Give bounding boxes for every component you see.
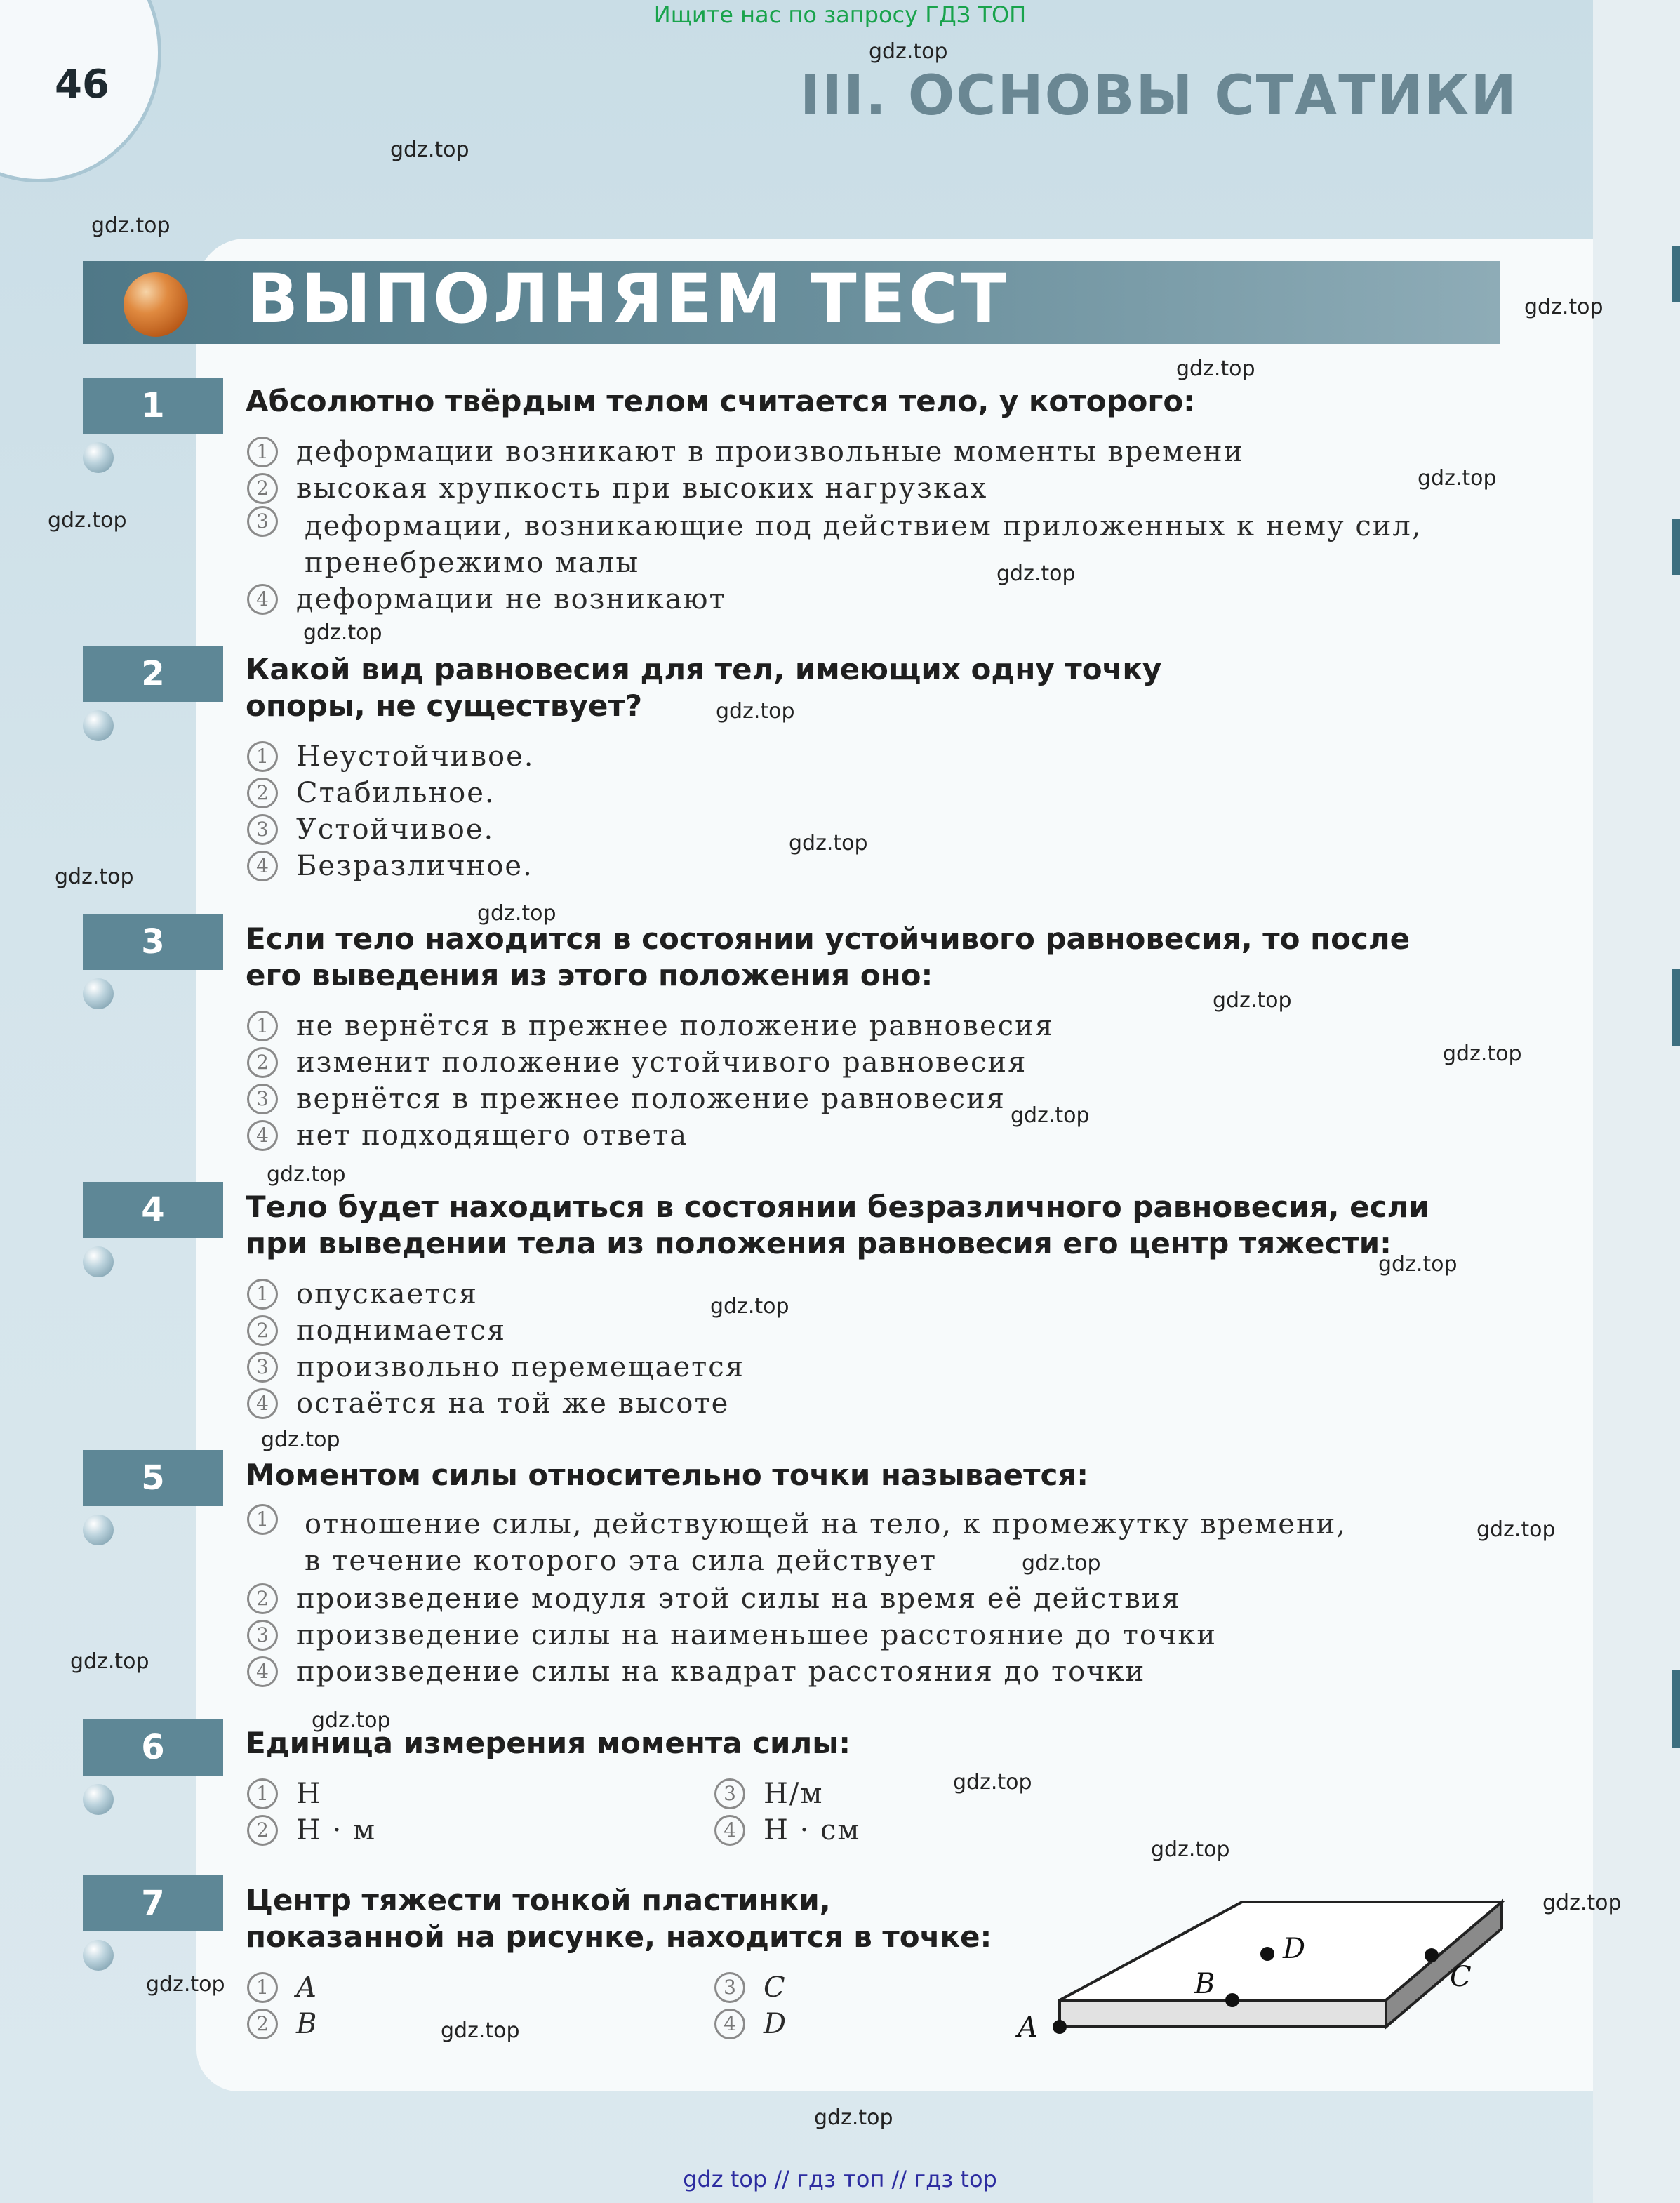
option-number: 2 (247, 1583, 278, 1614)
watermark: gdz.top (312, 1708, 391, 1733)
watermark: gdz.top (996, 561, 1076, 586)
question-number-badge: 7 (83, 1875, 223, 1931)
option-text: D (764, 2008, 788, 2040)
option-number: 1 (247, 1504, 278, 1535)
option-text: высокая хрупкость при высоких нагрузках (296, 472, 988, 505)
watermark: gdz.top (261, 1427, 340, 1452)
answer-option[interactable] (247, 1812, 376, 1849)
option-number: 3 (247, 1352, 278, 1383)
option-number: 2 (247, 1315, 278, 1346)
page-number: 46 (55, 62, 109, 107)
option-number: 2 (247, 2009, 278, 2039)
watermark: gdz.top (1151, 1837, 1230, 1862)
question-number-badge: 5 (83, 1450, 223, 1506)
option-text: не вернётся в прежнее положение равновесия (296, 1010, 1054, 1042)
watermark: gdz.top (441, 2018, 520, 2043)
answer-option[interactable] (247, 848, 533, 884)
label-d: D (1283, 1933, 1306, 1965)
question-text: Абсолютно твёрдым телом считается тело, у которого: (246, 384, 1195, 418)
option-text: опускается (296, 1278, 478, 1310)
watermark: gdz.top (1524, 295, 1604, 319)
answer-option[interactable] (247, 1617, 1217, 1653)
answer-option[interactable] (247, 1349, 745, 1385)
option-text: Н · см (764, 1814, 861, 1846)
option-number: 3 (247, 814, 278, 845)
watermark: gdz.top (48, 508, 127, 533)
option-number: 1 (247, 437, 278, 467)
orange-ball-icon (124, 272, 188, 337)
answer-option[interactable] (247, 775, 495, 811)
option-text: Н · м (296, 1814, 377, 1846)
answer-option[interactable] (247, 2006, 318, 2042)
point-c (1425, 1948, 1439, 1962)
edge-mark (1672, 969, 1680, 1046)
option-text: вернётся в прежнее положение равновесия (296, 1083, 1006, 1115)
question-text: Единица измерения момента силы: (246, 1726, 851, 1760)
watermark: gdz.top (814, 2105, 893, 2130)
watermark: gdz.top (1542, 1891, 1622, 1915)
watermark: gdz.top (1011, 1103, 1090, 1128)
option-number: 2 (247, 473, 278, 504)
option-text: Н/м (764, 1778, 824, 1810)
option-text: A (296, 1971, 318, 2004)
bullet-ball-icon (83, 710, 114, 741)
option-number: 3 (247, 1084, 278, 1114)
answer-option[interactable] (247, 508, 1426, 581)
watermark: gdz.top (267, 1162, 346, 1187)
edge-mark (1672, 1670, 1680, 1748)
answer-option[interactable] (247, 1008, 1054, 1044)
option-text: Н (296, 1778, 322, 1810)
watermark: gdz.top (1213, 988, 1292, 1013)
question-text: Центр тяжести тонкой пластинки, показанной на рисунке, находится в точке: (246, 1883, 992, 1954)
option-text: произведение силы на наименьшее расстояние до точки (296, 1619, 1218, 1651)
label-c: C (1450, 1961, 1472, 1993)
watermark: gdz.top (789, 831, 868, 856)
question-text: Если тело находится в состоянии устойчивого равновесия, то после его выведения из этого положения оно: (246, 921, 1411, 992)
watermark: gdz.top (303, 620, 382, 645)
label-a: A (1018, 2011, 1038, 2044)
plate-figure (996, 1881, 1530, 2063)
point-d (1260, 1947, 1274, 1961)
watermark: gdz.top (1022, 1551, 1101, 1576)
answer-option[interactable] (247, 1117, 688, 1154)
answer-option[interactable] (247, 1312, 506, 1349)
option-text: деформации возникают в произвольные моменты времени (296, 436, 1244, 468)
option-number: 4 (714, 2009, 745, 2039)
watermark: gdz.top (1176, 357, 1255, 381)
option-number: 1 (247, 1972, 278, 2003)
option-number: 3 (247, 1620, 278, 1651)
answer-option[interactable] (247, 581, 726, 618)
option-number: 2 (247, 1047, 278, 1078)
watermark: gdz.top (91, 213, 171, 238)
watermark: gdz.top (1378, 1252, 1458, 1277)
option-text: Безразличное. (296, 850, 533, 882)
watermark: gdz.top (953, 1770, 1032, 1795)
answer-option[interactable] (247, 1276, 478, 1312)
option-text: нет подходящего ответа (296, 1119, 688, 1152)
point-b (1225, 1993, 1239, 2007)
option-text: произведение модуля этой силы на время её действия (296, 1583, 1181, 1615)
bullet-ball-icon (83, 442, 114, 473)
edge-mark (1672, 246, 1680, 302)
watermark: gdz.top (1443, 1041, 1522, 1066)
question-number-badge: 3 (83, 914, 223, 970)
option-number: 1 (247, 1279, 278, 1310)
watermark: gdz.top (55, 865, 134, 889)
option-text: остаётся на той же высоте (296, 1387, 730, 1420)
plate-front-face (1060, 2000, 1386, 2027)
option-number: 3 (247, 506, 278, 537)
option-number: 4 (247, 1120, 278, 1151)
option-text: поднимается (296, 1315, 507, 1347)
option-number: 2 (247, 1815, 278, 1846)
option-text: деформации не возникают (296, 583, 726, 615)
watermark: gdz.top (716, 699, 795, 724)
option-text: Неустойчивое. (296, 740, 535, 773)
answer-option[interactable] (714, 2006, 787, 2042)
option-number: 1 (247, 1778, 278, 1809)
answer-option[interactable] (247, 1044, 1027, 1081)
answer-option[interactable] (247, 1506, 1370, 1579)
option-number: 4 (247, 1388, 278, 1419)
bullet-ball-icon (83, 1940, 114, 1971)
answer-option[interactable] (247, 1969, 318, 2006)
watermark: gdz.top (146, 1972, 225, 1997)
point-a (1053, 2020, 1067, 2034)
edge-mark (1672, 519, 1680, 575)
answer-option[interactable] (247, 1776, 322, 1812)
chapter-title: III. ОСНОВЫ СТАТИКИ (800, 65, 1518, 128)
option-text: B (296, 2008, 319, 2040)
answer-option[interactable] (247, 1653, 1145, 1690)
question-text: Тело будет находиться в состоянии безразличного равновесия, если при выведении тела из положения равновесия его центр тяжести: (246, 1190, 1429, 1260)
bullet-ball-icon (83, 1246, 114, 1277)
bullet-ball-icon (83, 1784, 114, 1815)
option-number: 3 (714, 1778, 745, 1809)
question-number-badge: 1 (83, 378, 223, 434)
option-text: Стабильное. (296, 777, 495, 809)
bullet-ball-icon (83, 978, 114, 1009)
answer-option[interactable] (247, 811, 494, 848)
option-number: 1 (247, 741, 278, 772)
bottom-links[interactable]: gdz top // гдз топ // гдз top (683, 2166, 997, 2192)
answer-option[interactable] (247, 738, 534, 775)
option-text: изменит положение устойчивого равновесия (296, 1046, 1027, 1079)
label-b: B (1194, 1968, 1215, 2000)
watermark: gdz.top (70, 1649, 149, 1674)
watermark: gdz.top (710, 1294, 789, 1319)
answer-option[interactable] (247, 1081, 1006, 1117)
option-text: деформации, возникающие под действием приложенных к нему сил, пренебрежимо малы (305, 510, 1422, 579)
page-edge (1593, 0, 1680, 2203)
option-number: 4 (247, 851, 278, 881)
watermark: gdz.top (1476, 1517, 1556, 1542)
option-number: 4 (247, 584, 278, 615)
option-number: 4 (714, 1815, 745, 1846)
answer-option[interactable] (714, 1812, 861, 1849)
option-text: произвольно перемещается (296, 1351, 745, 1383)
answer-option[interactable] (247, 1580, 1181, 1617)
option-number: 4 (247, 1656, 278, 1687)
watermark: gdz.top (869, 39, 948, 64)
option-text: произведение силы на квадрат расстояния до точки (296, 1656, 1146, 1688)
question-number-badge: 2 (83, 646, 223, 702)
question-number-badge: 4 (83, 1182, 223, 1238)
answer-option[interactable] (247, 434, 1244, 470)
answer-option[interactable] (247, 470, 987, 507)
question-number-badge: 6 (83, 1719, 223, 1776)
option-text: C (764, 1971, 787, 2004)
option-number: 2 (247, 778, 278, 808)
question-text: Какой вид равновесия для тел, имеющих одну точку опоры, не существует? (246, 652, 1162, 723)
option-text: Устойчивое. (296, 813, 495, 846)
option-number: 1 (247, 1011, 278, 1041)
question-text: Моментом силы относительно точки называется: (246, 1458, 1089, 1492)
top-search-link[interactable]: Ищите нас по запросу ГДЗ ТОП (653, 1, 1027, 28)
answer-option[interactable] (714, 1969, 787, 2006)
watermark: gdz.top (390, 138, 469, 162)
bullet-ball-icon (83, 1515, 114, 1545)
answer-option[interactable] (247, 1385, 729, 1422)
option-text: отношение силы, действующей на тело, к промежутку времени, в течение которого эта сила действует (305, 1508, 1347, 1577)
option-number: 3 (714, 1972, 745, 2003)
answer-option[interactable] (714, 1776, 823, 1812)
watermark: gdz.top (1418, 466, 1497, 491)
section-title: ВЫПОЛНЯЕМ ТЕСТ (247, 260, 1010, 338)
watermark: gdz.top (477, 901, 556, 926)
